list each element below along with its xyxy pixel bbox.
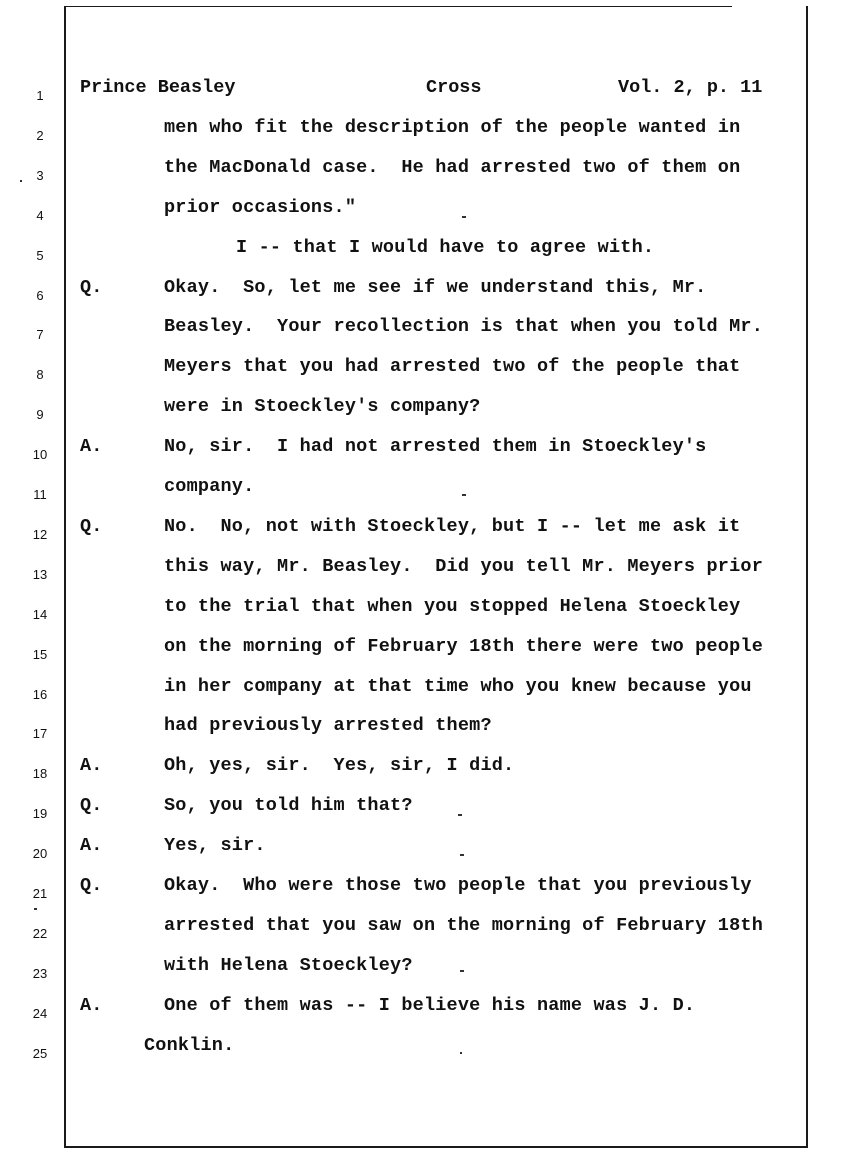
transcript-line bbox=[80, 1032, 800, 1060]
transcript-line bbox=[80, 194, 800, 222]
line-number: 10 bbox=[32, 447, 48, 463]
transcript-line bbox=[80, 154, 800, 182]
testimony-text: Okay. So, let me see if we understand this, Mr. bbox=[164, 276, 707, 298]
line-number: 12 bbox=[32, 526, 48, 542]
testimony-text: the MacDonald case. He had arrested two of them on bbox=[164, 156, 741, 178]
line-number: 13 bbox=[32, 566, 48, 582]
line-number: 17 bbox=[32, 726, 48, 742]
transcript-line bbox=[80, 633, 800, 661]
line-number: 8 bbox=[36, 367, 44, 383]
speaker-label: Q. bbox=[80, 276, 103, 298]
testimony-text: in her company at that time who you knew because you bbox=[164, 675, 752, 697]
speaker-label: Q. bbox=[80, 795, 103, 817]
testimony-text: were in Stoeckley's company? bbox=[164, 396, 481, 418]
testimony-text: this way, Mr. Beasley. Did you tell Mr. Meyers prior bbox=[164, 555, 763, 577]
line-number: 22 bbox=[32, 925, 48, 941]
testimony-text: Beasley. Your recollection is that when you told Mr. bbox=[164, 316, 763, 338]
line-number: 24 bbox=[32, 1005, 48, 1021]
volume-page: Vol. 2, p. 11 bbox=[618, 77, 763, 98]
transcript-line bbox=[80, 513, 800, 541]
scan-speck bbox=[460, 854, 464, 856]
testimony-text: One of them was -- I believe his name was J. D. bbox=[164, 994, 696, 1016]
scan-speck bbox=[20, 180, 22, 182]
testimony-text: Conklin. bbox=[144, 1034, 235, 1056]
testimony-text: I -- that I would have to agree with. bbox=[236, 236, 655, 258]
testimony-text: Yes, sir. bbox=[164, 835, 266, 857]
line-number: 18 bbox=[32, 766, 48, 782]
top-rule bbox=[64, 6, 732, 7]
testimony-text: Oh, yes, sir. Yes, sir, I did. bbox=[164, 755, 515, 777]
testimony-text: Meyers that you had arrested two of the people that bbox=[164, 356, 741, 378]
transcript-line bbox=[80, 433, 800, 461]
transcript-line bbox=[80, 792, 800, 820]
speaker-label: A. bbox=[80, 755, 103, 777]
transcript-line bbox=[80, 673, 800, 701]
transcript-line bbox=[80, 393, 800, 421]
speaker-label: Q. bbox=[80, 515, 103, 537]
testimony-text: men who fit the description of the people wanted in bbox=[164, 116, 741, 138]
transcript-line bbox=[80, 752, 800, 780]
line-number: 3 bbox=[36, 167, 44, 183]
transcript-line bbox=[80, 473, 800, 501]
transcript-line bbox=[80, 593, 800, 621]
speaker-label: A. bbox=[80, 436, 103, 458]
testimony-text: on the morning of February 18th there were two people bbox=[164, 635, 763, 657]
testimony-text: No, sir. I had not arrested them in Stoeckley's bbox=[164, 436, 707, 458]
testimony-text: company. bbox=[164, 476, 255, 497]
transcript-line bbox=[80, 912, 800, 940]
scan-speck bbox=[460, 1052, 462, 1054]
transcript-line bbox=[80, 872, 800, 900]
examination-section: Cross bbox=[426, 77, 482, 98]
line-number: 2 bbox=[36, 127, 44, 143]
transcript-line bbox=[80, 712, 800, 740]
line-number: 21 bbox=[32, 886, 48, 901]
speaker-label: Q. bbox=[80, 875, 103, 896]
speaker-label: A. bbox=[80, 835, 103, 857]
transcript-line bbox=[80, 313, 800, 341]
testimony-text: to the trial that when you stopped Helena Stoeckley bbox=[164, 595, 741, 617]
testimony-text: Okay. Who were those two people that you previously bbox=[164, 875, 752, 896]
transcript-line bbox=[80, 274, 800, 302]
line-number: 14 bbox=[32, 606, 48, 622]
line-number: 4 bbox=[36, 207, 44, 223]
testimony-text: prior occasions." bbox=[164, 196, 357, 218]
witness-name: Prince Beasley bbox=[80, 77, 236, 98]
testimony-text: with Helena Stoeckley? bbox=[164, 954, 413, 976]
line-number: 7 bbox=[36, 327, 44, 343]
line-number: 20 bbox=[32, 846, 48, 862]
testimony-text: had previously arrested them? bbox=[164, 715, 492, 737]
line-number: 1 bbox=[36, 88, 44, 103]
line-number: 16 bbox=[32, 686, 48, 702]
line-number-column bbox=[0, 0, 60, 1160]
line-number: 15 bbox=[32, 646, 48, 662]
scan-speck bbox=[460, 970, 464, 972]
testimony-text: So, you told him that? bbox=[164, 795, 413, 817]
scan-speck bbox=[34, 908, 37, 910]
line-number: 25 bbox=[32, 1045, 48, 1061]
line-number: 19 bbox=[32, 806, 48, 822]
transcript-line bbox=[80, 992, 800, 1020]
transcript-line bbox=[80, 234, 800, 262]
scan-speck bbox=[462, 494, 466, 496]
scan-speck bbox=[462, 216, 466, 218]
transcript-line bbox=[80, 832, 800, 860]
transcript-line bbox=[80, 553, 800, 581]
line-number: 9 bbox=[36, 407, 44, 423]
transcript-line bbox=[80, 952, 800, 980]
speaker-label: A. bbox=[80, 994, 103, 1016]
line-number: 6 bbox=[36, 287, 44, 303]
line-number: 5 bbox=[36, 247, 44, 263]
scan-speck bbox=[458, 814, 462, 816]
transcript-line bbox=[80, 353, 800, 381]
line-number: 23 bbox=[32, 965, 48, 981]
transcript-line bbox=[80, 114, 800, 142]
testimony-text: arrested that you saw on the morning of February 18th bbox=[164, 914, 763, 936]
line-number: 11 bbox=[33, 487, 47, 502]
testimony-text: No. No, not with Stoeckley, but I -- let me ask it bbox=[164, 515, 741, 537]
